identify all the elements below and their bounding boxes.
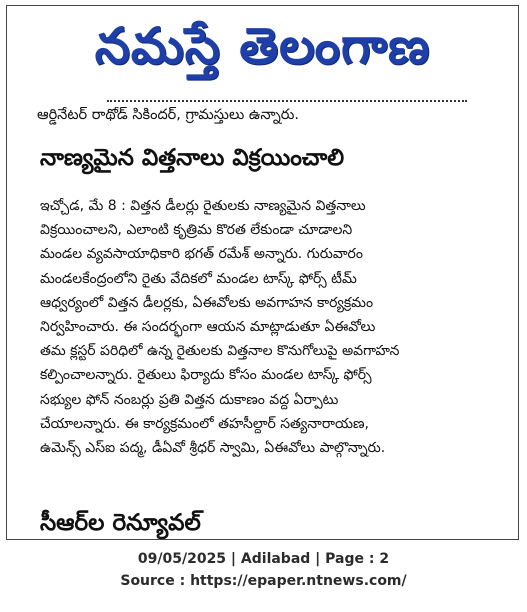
clipping-footer [0, 548, 527, 592]
article-line: చేయాలన్నారు. ఈ కార్యక్రమంలో తహసీల్దార్ సత్యనారాయణ, [40, 415, 369, 432]
article-line: మండల వ్యవసాయాధికారి భగత్ రమేశ్ అన్నారు. గురువారం [40, 246, 363, 263]
masthead [7, 6, 518, 98]
article-line: ఇచ్చోడ, మే 8 : విత్తన డీలర్లు రైతులకు నాణ్యమైన విత్తనాలు [40, 198, 366, 214]
article-line: తమ క్లస్టర్ పరిధిలో ఉన్న రైతులకు విత్తనాల కొనుగోలుపై అవగాహన [40, 343, 400, 360]
clipping-frame [6, 5, 519, 540]
next-article-headline: సీఆర్‌ల రెన్యూవల్ [40, 510, 201, 536]
source-link[interactable]: Source : https://epaper.ntnews.com/ [120, 573, 407, 589]
article-body [40, 194, 506, 460]
article-line: విక్రయించాలని, ఎలాంటి కృత్రిమ కొరత లేకుండా చూడాలని [40, 222, 353, 239]
masthead-title: నమస్తే తెలంగాణ [94, 16, 431, 75]
article-line: ఆధ్వర్యంలో విత్తన డీలర్లకు, ఏఈవోలకు అవగాహన కార్యక్రమం [40, 294, 374, 311]
article-line: నిర్వహించారు. ఈ సందర్భంగా ఆయన మాట్లాడుతూ ఏఈవోలు [40, 319, 376, 336]
previous-article-fragment: ఆర్డినేటర్ రాథోడ్ సికిందర్, గ్రామస్తులు ఉన్నారు. [37, 107, 300, 123]
article-line: మండలకేంద్రంలోని రైతు వేదికలో మండల టాస్క్ ఫోర్స్ టీమ్ [40, 270, 357, 287]
article-line: ఉమెన్స్ ఎస్ఐ పద్మ, డీఏవో శ్రీధర్ స్వామి, ఏఈవోలు పాల్గొన్నారు. [40, 440, 386, 457]
article-headline: నాణ్యమైన విత్తనాలు విక్రయించాలి [40, 145, 345, 171]
date-edition-page: 09/05/2025 | Adilabad | Page : 2 [137, 551, 390, 567]
article-line: సభ్యుల ఫోన్ నంబర్లు ప్రతి విత్తన దుకాణం వద్ద ఏర్పాటు [40, 391, 339, 408]
article-line: కల్పించాలన్నారు. రైతులు ఫిర్యాదు కోసం మండల టాస్క్ ఫోర్స్ [40, 367, 372, 384]
